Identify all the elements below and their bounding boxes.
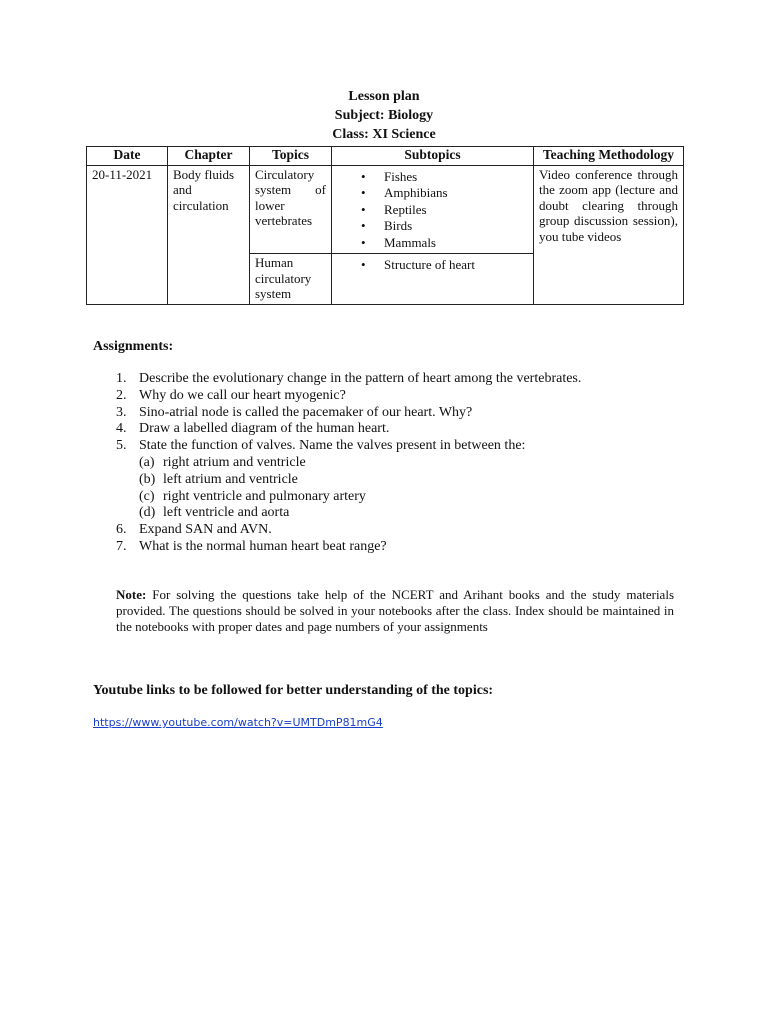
list-item: 7. What is the normal human heart beat range? [116,538,387,554]
note-paragraph [116,587,674,634]
bullet-icon: • [361,218,366,233]
list-item: 3. Sino-atrial node is called the pacemaker of our heart. Why? [116,404,473,420]
sub-item: (c) right ventricle and pulmonary artery [139,488,366,504]
bullet-icon: • [361,234,366,250]
table-header-row [87,147,684,166]
list-item: • Birds [361,218,413,233]
cell-topic-human-circulatory: Human circulatory system [250,254,332,305]
sub-item: (d) left ventricle and aorta [139,505,290,521]
title-class: Class: XI Science [332,127,436,142]
cell-subtopics-2 [332,254,534,305]
title-lesson-plan: Lesson plan [348,89,420,104]
list-item: • Fishes [361,168,418,184]
list-item: 1. Describe the evolutionary change in the pattern of heart among the vertebrates. [116,371,582,386]
cell-topic-lower-vertebrates: Circulatory system of lower vertebrates [250,165,332,254]
bullet-icon: • [361,201,366,217]
assignments-heading: Assignments: [93,339,174,354]
cell-teaching-methodology: Video conference through the zoom app (lecture and doubt clearing through group discussion session), you tube videos [534,165,684,304]
list-item: • Amphibians [361,185,448,200]
list-item: • Reptiles [361,201,427,217]
lesson-plan-table [86,146,684,305]
list-item: • Structure of heart [361,257,475,272]
title-subject: Subject: Biology [334,108,434,123]
bullet-icon: • [361,185,366,200]
title-block [0,87,768,144]
note-text: For solving the questions take help of the NCERT and Arihant books and the study materials provided. The questions should be solved in your notebooks after the class. Index should be maintained in the notebooks with proper dates and page numbers of your assignments [116,587,674,634]
sub-item: (a) right atrium and ventricle [139,454,306,470]
list-item: 6. Expand SAN and AVN. [116,522,272,538]
list-item: • Mammals [361,234,436,250]
list-item: 2. Why do we call our heart myogenic? [116,387,346,403]
header-date: Date [87,147,168,166]
subtopics-list [337,169,528,252]
bullet-icon: • [361,257,366,272]
header-chapter: Chapter [168,147,250,166]
subtopics-list [337,257,528,274]
list-item: 5. State the function of valves. Name the valves present in between the: (a) right atrium and ventricle (b) left atrium and ventricle (c) right ventricle and pulmonary artery (d) left ventricle and aorta [116,438,676,522]
assignments-list [116,371,676,556]
note-label: Note: [116,587,147,602]
cell-chapter: Body fluids and circulation [168,165,250,304]
header-subtopics: Subtopics [332,147,534,166]
header-topics: Topics [250,147,332,166]
youtube-heading: Youtube links to be followed for better understanding of the topics: [93,683,494,698]
header-teaching-methodology: Teaching Methodology [534,147,684,166]
cell-subtopics-1 [332,165,534,254]
list-item: 4. Draw a labelled diagram of the human heart. [116,421,390,437]
table-row [87,165,684,254]
youtube-link[interactable]: https://www.youtube.com/watch?v=UMTDmP81mG4 [93,716,383,729]
sub-item: (b) left atrium and ventricle [139,471,298,487]
cell-date: 20-11-2021 [87,165,168,304]
bullet-icon: • [361,168,366,184]
